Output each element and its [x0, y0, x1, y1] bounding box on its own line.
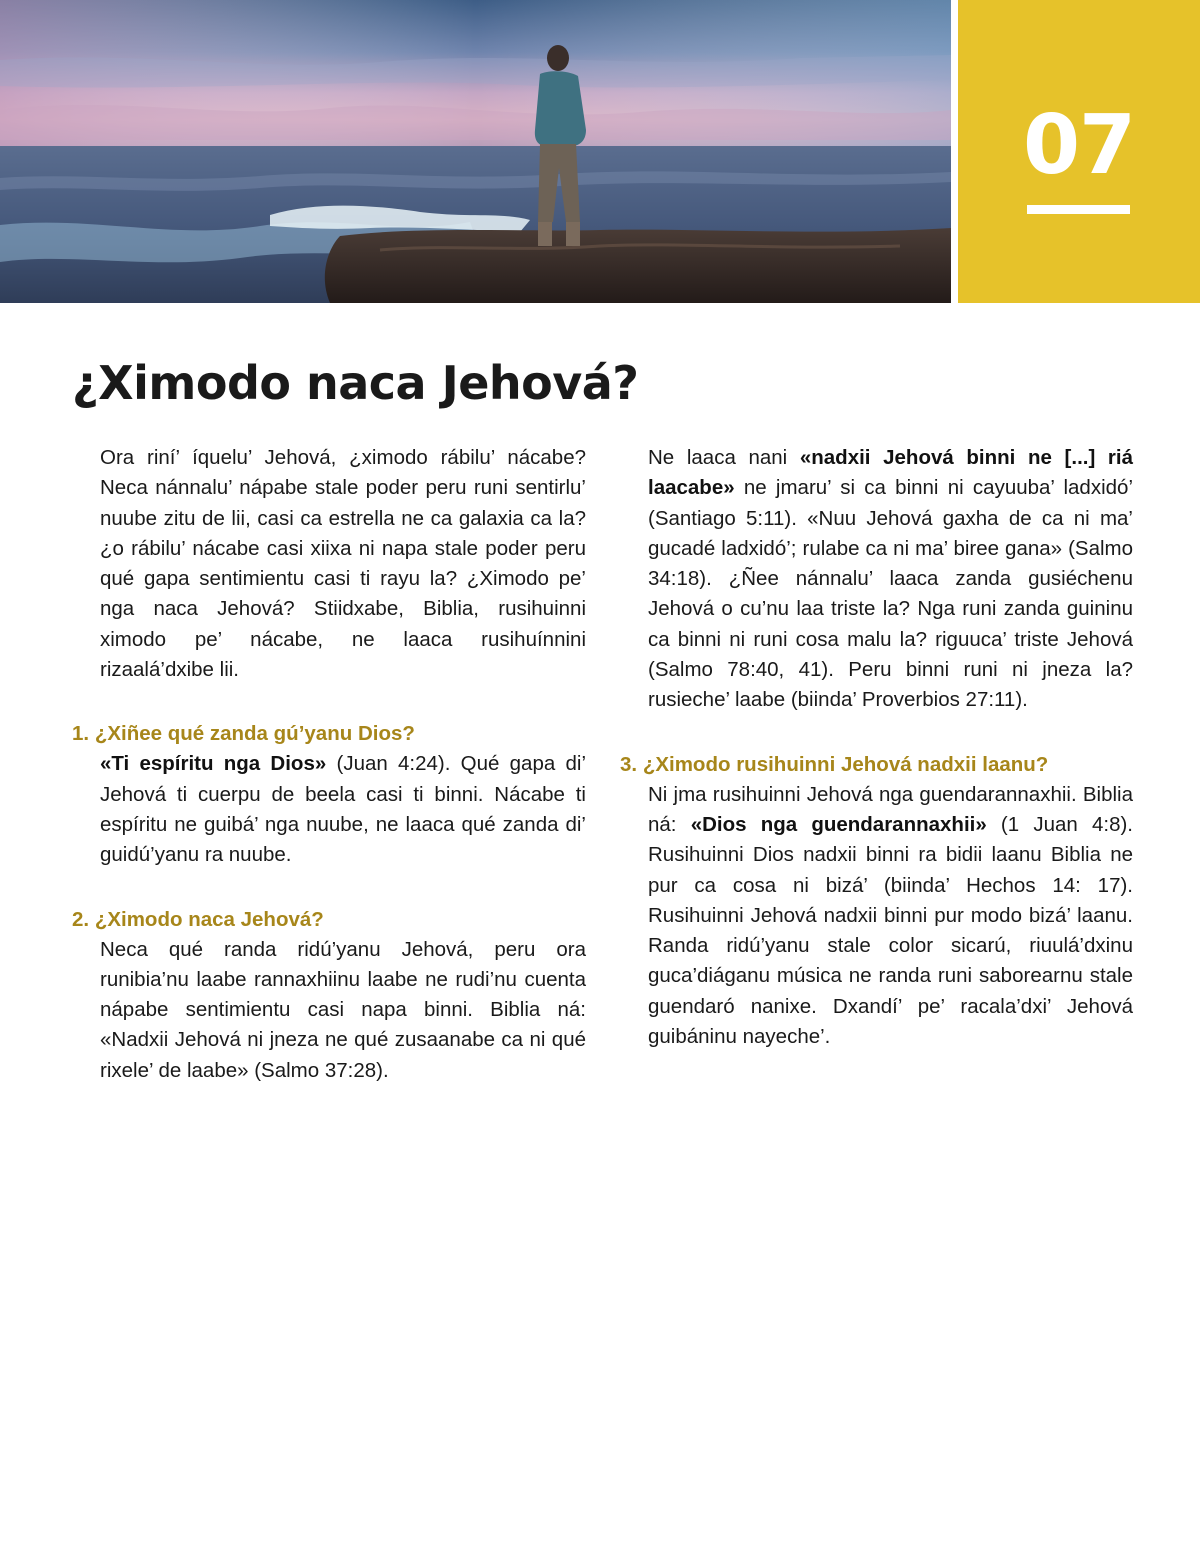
- bible-quote: «Ti espíritu nga Dios»: [100, 752, 327, 776]
- section-2-paragraph: Neca qué randa ridú’yanu Jehová, peru ora runibia’nu laabe rannaxhiinu laabe ne rudi’nu cuenta nápabe sentimientu casi napa binni. Biblia ná: «Nadxii Jehová ni jneza ne qué zusaanabe ca ni qué rixele’ de laabe» (Salmo 37:28).: [100, 937, 586, 1082]
- hero-image: [0, 0, 951, 303]
- intro-paragraph: Ora riní’ íquelu’ Jehová, ¿ximodo rábilu’ nácabe? Neca nánnalu’ nápabe stale poder peru runi sentirlu’ nuube zitu de lii, casi ca estrella ne ca galaxia ca la? ¿o rábilu’ nácabe casi xiixa ni napa stale poder peru qué gapa sentimientu casi ti rayu la? ¿Ximodo pe’ nga naca Jehová? Stiidxabe, Biblia, rusihuinni ximodo pe’ nácabe, ne laaca rusihuínnini rizaalá’dxibe lii.: [100, 446, 586, 682]
- paragraph-text: Ne laaca nani: [648, 446, 800, 469]
- paragraph-text: (Juan 4:24). Qué gapa di’ Jehová ti cuerpu de beela casi ti binni. Nácabe ti espíritu ne guibá’ nga nuube, ne laaca qué zanda di’ guidú’yanu ra nuube.: [100, 752, 586, 867]
- seaside-photo: [0, 0, 951, 303]
- section-2-continuation: [620, 443, 1133, 716]
- section-question: ¿Ximodo naca Jehová?: [94, 907, 324, 931]
- section-question: ¿Ximodo rusihuinni Jehová nadxii laanu?: [642, 752, 1049, 776]
- section-question: ¿Xiñee qué zanda gú’yanu Dios?: [94, 722, 415, 746]
- section-number: 1.: [72, 722, 90, 746]
- paragraph-text: (1 Juan 4:8). Rusihuinni Dios nadxii binni ra bidii laanu Biblia ne pur ca cosa ni bizá’ (biinda’ Hechos 14: 17). Rusihuinni Jehová nadxii binni pur modo bizá’ laanu. Randa ridú’yanu stale color sicarú, riuulá’dxinu guca’diáganu música ne randa runi saborearnu stale guendaró nanixe. Dxandí’ pe’ racala’dxi’ Jehová guibáninu nayeche’.: [648, 812, 1133, 1049]
- bible-quote: «nadxii Jehová binni ne [...] riá laacabe»: [648, 446, 1133, 500]
- paragraph-text: Ni jma rusihuinni Jehová nga guendarannaxhii. Biblia ná:: [648, 782, 1133, 836]
- section-number: 3.: [620, 752, 638, 776]
- paragraph-text: ne jmaru’ si ca binni ni cayuuba’ ladxidó’ (Santiago 5:11). «Nuu Jehová gaxha de ca ni ma’ gucadé ladxidó’; rulabe ca ni ma’ biree gana» (Salmo 34:18). ¿Ñee nánnalu’ laaca zanda gusiéchenu Jehová o cu’nu laa triste la? Nga runi zanda guininu ca binni ni runi cosa malu la? riguuca’ triste Jehová (Salmo 78:40, 41). Peru binni runi ni jneza la? rusieche’ laabe (biinda’ Proverbios 27:11).: [648, 476, 1133, 712]
- section-heading-2: [72, 905, 586, 935]
- bible-quote: «Dios nga guendarannaxhii»: [690, 812, 987, 836]
- chapter-badge: [958, 0, 1200, 303]
- chapter-underline: [1027, 205, 1130, 214]
- section-1-paragraph: [72, 749, 586, 870]
- section-heading-3: [620, 750, 1133, 780]
- right-column: [620, 443, 1133, 1052]
- page-title: ¿Ximodo naca Jehová?: [72, 356, 639, 410]
- section-3-paragraph: [620, 780, 1133, 1053]
- left-column: [72, 443, 586, 1086]
- section-heading-1: [72, 719, 586, 749]
- section-number: 2.: [72, 907, 90, 931]
- chapter-number: 07: [1022, 98, 1136, 193]
